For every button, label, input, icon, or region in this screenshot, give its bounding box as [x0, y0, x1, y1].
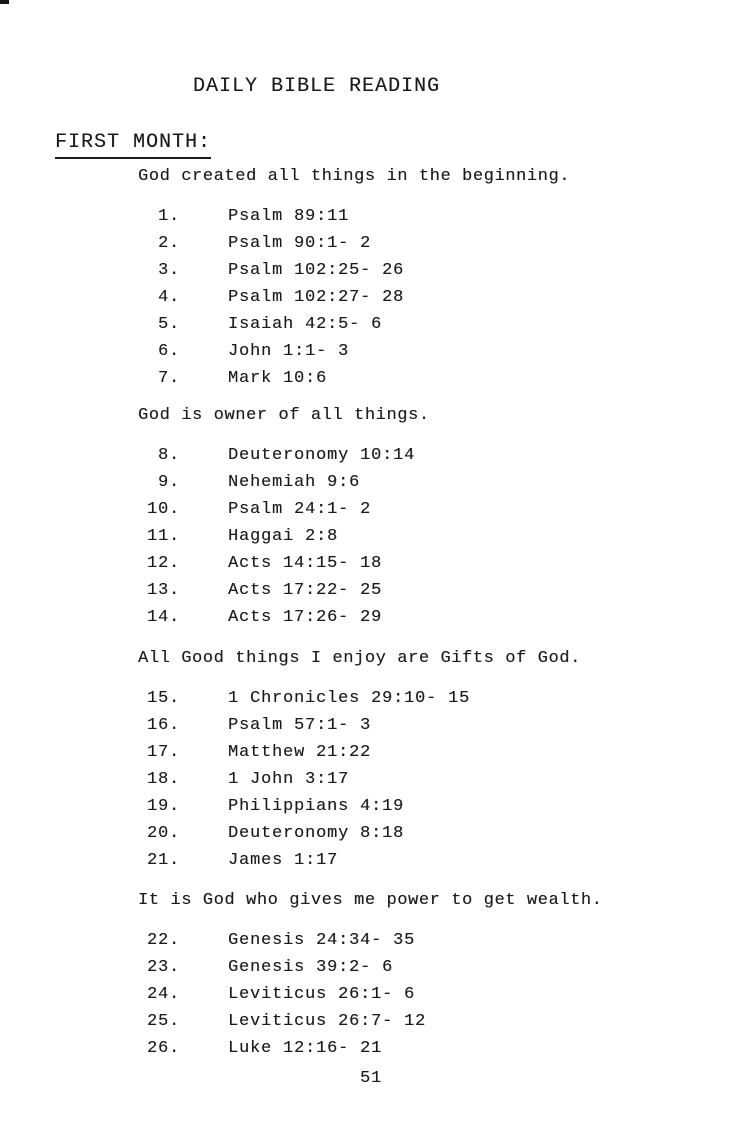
- item-number: 25.: [146, 1012, 180, 1031]
- reading-section-1: [0, 166, 749, 392]
- item-number: 7.: [157, 369, 180, 388]
- scripture-reference: 1 John 3:17: [228, 770, 350, 789]
- list-item: [138, 604, 749, 631]
- list-item: [138, 257, 749, 284]
- list-item: [138, 685, 749, 712]
- scan-artifact: [0, 0, 9, 4]
- scripture-reference: Haggai 2:8: [228, 527, 339, 546]
- list-item: [138, 365, 749, 392]
- scripture-reference: Leviticus 26:1- 6: [228, 985, 416, 1004]
- item-number: 18.: [146, 770, 180, 789]
- section-heading: God created all things in the beginning.: [138, 167, 571, 186]
- month-heading: [55, 131, 749, 154]
- list-item: [138, 981, 749, 1008]
- list-item: [138, 793, 749, 820]
- scripture-reference: Psalm 102:25- 26: [228, 261, 405, 280]
- list-item: [138, 523, 749, 550]
- list-item: [138, 496, 749, 523]
- month-heading-text: FIRST MONTH:: [55, 131, 211, 159]
- scripture-reference: 1 Chronicles 29:10- 15: [228, 689, 471, 708]
- page-number: 51: [360, 1069, 383, 1088]
- list-item: [138, 311, 749, 338]
- item-number: 5.: [157, 315, 180, 334]
- item-number: 20.: [146, 824, 180, 843]
- item-number: 23.: [146, 958, 180, 977]
- list-item: [138, 739, 749, 766]
- scripture-reference: Acts 17:26- 29: [228, 608, 383, 627]
- reading-section-4: [0, 890, 749, 1062]
- scripture-reference: Genesis 39:2- 6: [228, 958, 394, 977]
- section-heading: All Good things I enjoy are Gifts of God.: [138, 649, 581, 668]
- scripture-reference: Mark 10:6: [228, 369, 328, 388]
- list-item: [138, 927, 749, 954]
- scripture-reference: James 1:17: [228, 851, 339, 870]
- scripture-reference: Matthew 21:22: [228, 743, 372, 762]
- list-item: [138, 203, 749, 230]
- item-number: 12.: [146, 554, 180, 573]
- section-heading: It is God who gives me power to get wealth.: [138, 891, 603, 910]
- item-number: 15.: [146, 689, 180, 708]
- scripture-reference: Acts 14:15- 18: [228, 554, 383, 573]
- list-item: [138, 712, 749, 739]
- item-number: 13.: [146, 581, 180, 600]
- scripture-reference: Genesis 24:34- 35: [228, 931, 416, 950]
- item-number: 16.: [146, 716, 180, 735]
- reading-list: [138, 442, 749, 631]
- item-number: 24.: [146, 985, 180, 1004]
- reading-list: [138, 203, 749, 392]
- scripture-reference: Isaiah 42:5- 6: [228, 315, 383, 334]
- list-item: [138, 230, 749, 257]
- scripture-reference: Philippians 4:19: [228, 797, 405, 816]
- reading-list: [138, 927, 749, 1062]
- item-number: 14.: [146, 608, 180, 627]
- item-number: 11.: [146, 527, 180, 546]
- list-item: [138, 766, 749, 793]
- list-item: [138, 847, 749, 874]
- item-number: 22.: [146, 931, 180, 950]
- scripture-reference: Deuteronomy 8:18: [228, 824, 405, 843]
- list-item: [138, 1035, 749, 1062]
- list-item: [138, 469, 749, 496]
- list-item: [138, 954, 749, 981]
- section-heading: God is owner of all things.: [138, 406, 430, 425]
- scripture-reference: Luke 12:16- 21: [228, 1039, 383, 1058]
- item-number: 9.: [157, 473, 180, 492]
- item-number: 8.: [157, 446, 180, 465]
- scripture-reference: Psalm 57:1- 3: [228, 716, 372, 735]
- item-number: 3.: [157, 261, 180, 280]
- scripture-reference: Acts 17:22- 25: [228, 581, 383, 600]
- page-title: DAILY BIBLE READING: [193, 75, 441, 98]
- scripture-reference: Leviticus 26:7- 12: [228, 1012, 427, 1031]
- scripture-reference: Nehemiah 9:6: [228, 473, 361, 492]
- list-item: [138, 284, 749, 311]
- item-number: 1.: [157, 207, 180, 226]
- scripture-reference: Psalm 90:1- 2: [228, 234, 372, 253]
- item-number: 17.: [146, 743, 180, 762]
- item-number: 26.: [146, 1039, 180, 1058]
- item-number: 21.: [146, 851, 180, 870]
- list-item: [138, 577, 749, 604]
- list-item: [138, 550, 749, 577]
- item-number: 2.: [157, 234, 180, 253]
- reading-section-3: [0, 648, 749, 874]
- reading-section-2: [0, 405, 749, 631]
- item-number: 19.: [146, 797, 180, 816]
- list-item: [138, 338, 749, 365]
- list-item: [138, 442, 749, 469]
- item-number: 6.: [157, 342, 180, 361]
- list-item: [138, 820, 749, 847]
- item-number: 10.: [146, 500, 180, 519]
- scripture-reference: Psalm 102:27- 28: [228, 288, 405, 307]
- item-number: 4.: [157, 288, 180, 307]
- scripture-reference: Psalm 24:1- 2: [228, 500, 372, 519]
- list-item: [138, 1008, 749, 1035]
- reading-list: [138, 685, 749, 874]
- scripture-reference: Deuteronomy 10:14: [228, 446, 416, 465]
- scripture-reference: Psalm 89:11: [228, 207, 350, 226]
- scripture-reference: John 1:1- 3: [228, 342, 350, 361]
